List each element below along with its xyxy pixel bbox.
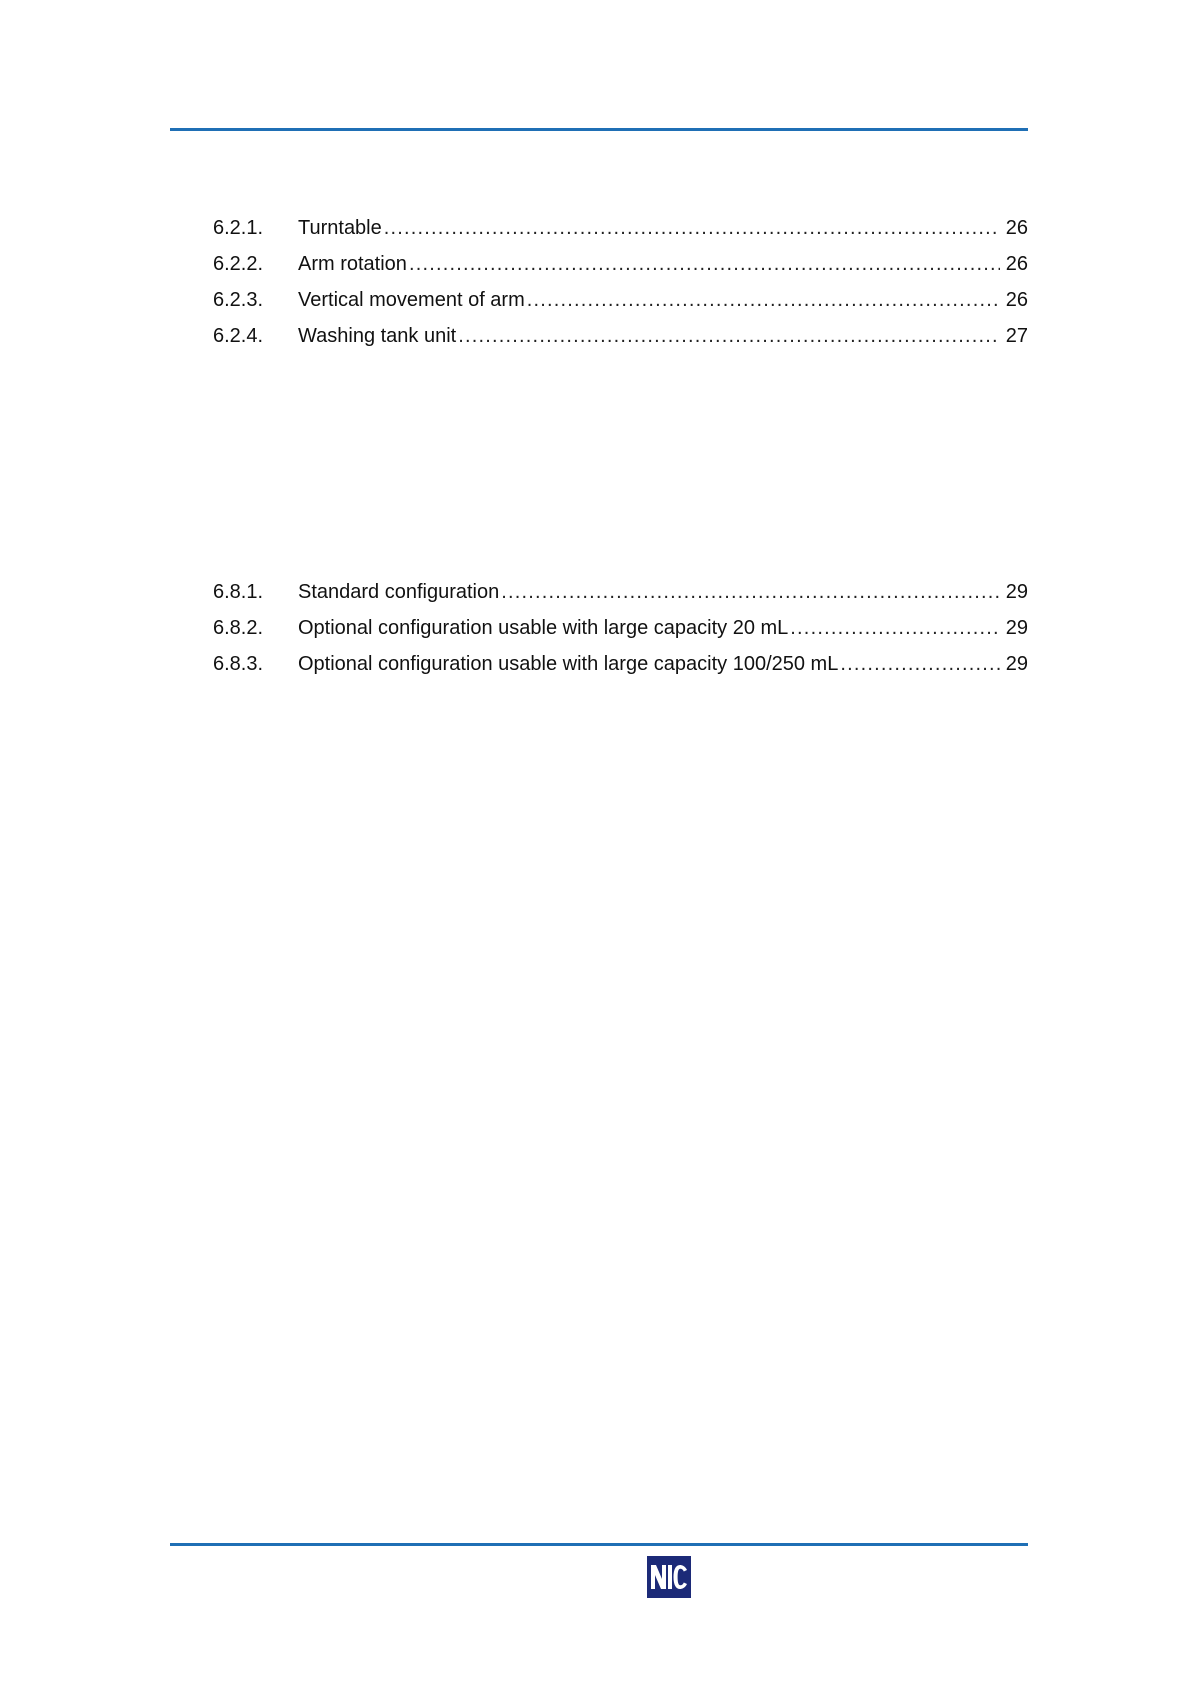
toc-entry-number: 6.8.1. xyxy=(213,581,264,603)
toc-entry-page: 29 xyxy=(1005,653,1028,675)
toc-entry-standard-configuration[interactable] xyxy=(213,574,1028,610)
toc-entry-title: Vertical movement of arm xyxy=(298,289,525,311)
footer-rule xyxy=(170,1543,1028,1546)
toc-dot-leader xyxy=(409,246,1000,282)
toc-entry-vertical-movement[interactable] xyxy=(213,282,1028,318)
toc-entry-arm-rotation[interactable] xyxy=(213,246,1028,282)
header-rule xyxy=(170,128,1028,131)
toc-entry-title: Washing tank unit xyxy=(298,325,457,347)
nic-logo-mark xyxy=(650,1564,688,1590)
toc-entry-page: 26 xyxy=(1005,217,1028,239)
toc-entry-title: Optional configuration usable with large capacity 20 mL xyxy=(298,617,789,639)
toc-dot-leader xyxy=(527,282,1000,318)
toc-entry-number: 6.8.2. xyxy=(213,617,264,639)
toc-dot-leader xyxy=(458,318,1000,354)
toc-entry-page: 27 xyxy=(1005,325,1028,347)
toc-entry-page: 29 xyxy=(1005,581,1028,603)
toc-entry-number: 6.2.2. xyxy=(213,253,264,275)
toc-entry-turntable[interactable] xyxy=(213,210,1028,246)
toc-entry-page: 26 xyxy=(1005,253,1028,275)
toc-entry-washing-tank[interactable] xyxy=(213,318,1028,354)
toc-entry-title: Arm rotation xyxy=(298,253,407,275)
toc-dot-leader xyxy=(384,210,1000,246)
toc-dot-leader xyxy=(840,646,999,682)
toc-section-6-8 xyxy=(213,574,1028,682)
toc-entry-title: Standard configuration xyxy=(298,581,500,603)
toc-entry-number: 6.2.1. xyxy=(213,217,264,239)
nic-logo xyxy=(647,1556,691,1598)
toc-entry-number: 6.8.3. xyxy=(213,653,264,675)
toc-entry-optional-config-100-250ml[interactable] xyxy=(213,646,1028,682)
toc-entry-page: 26 xyxy=(1005,289,1028,311)
toc-dot-leader xyxy=(790,610,999,646)
toc-entry-page: 29 xyxy=(1005,617,1028,639)
toc-entry-optional-config-20ml[interactable] xyxy=(213,610,1028,646)
toc-entry-title: Turntable xyxy=(298,217,382,239)
toc-entry-number: 6.2.3. xyxy=(213,289,264,311)
toc-section-6-2 xyxy=(213,210,1028,354)
toc-dot-leader xyxy=(501,574,1000,610)
toc-entry-title: Optional configuration usable with large capacity 100/250 mL xyxy=(298,653,839,675)
toc-entry-number: 6.2.4. xyxy=(213,325,264,347)
